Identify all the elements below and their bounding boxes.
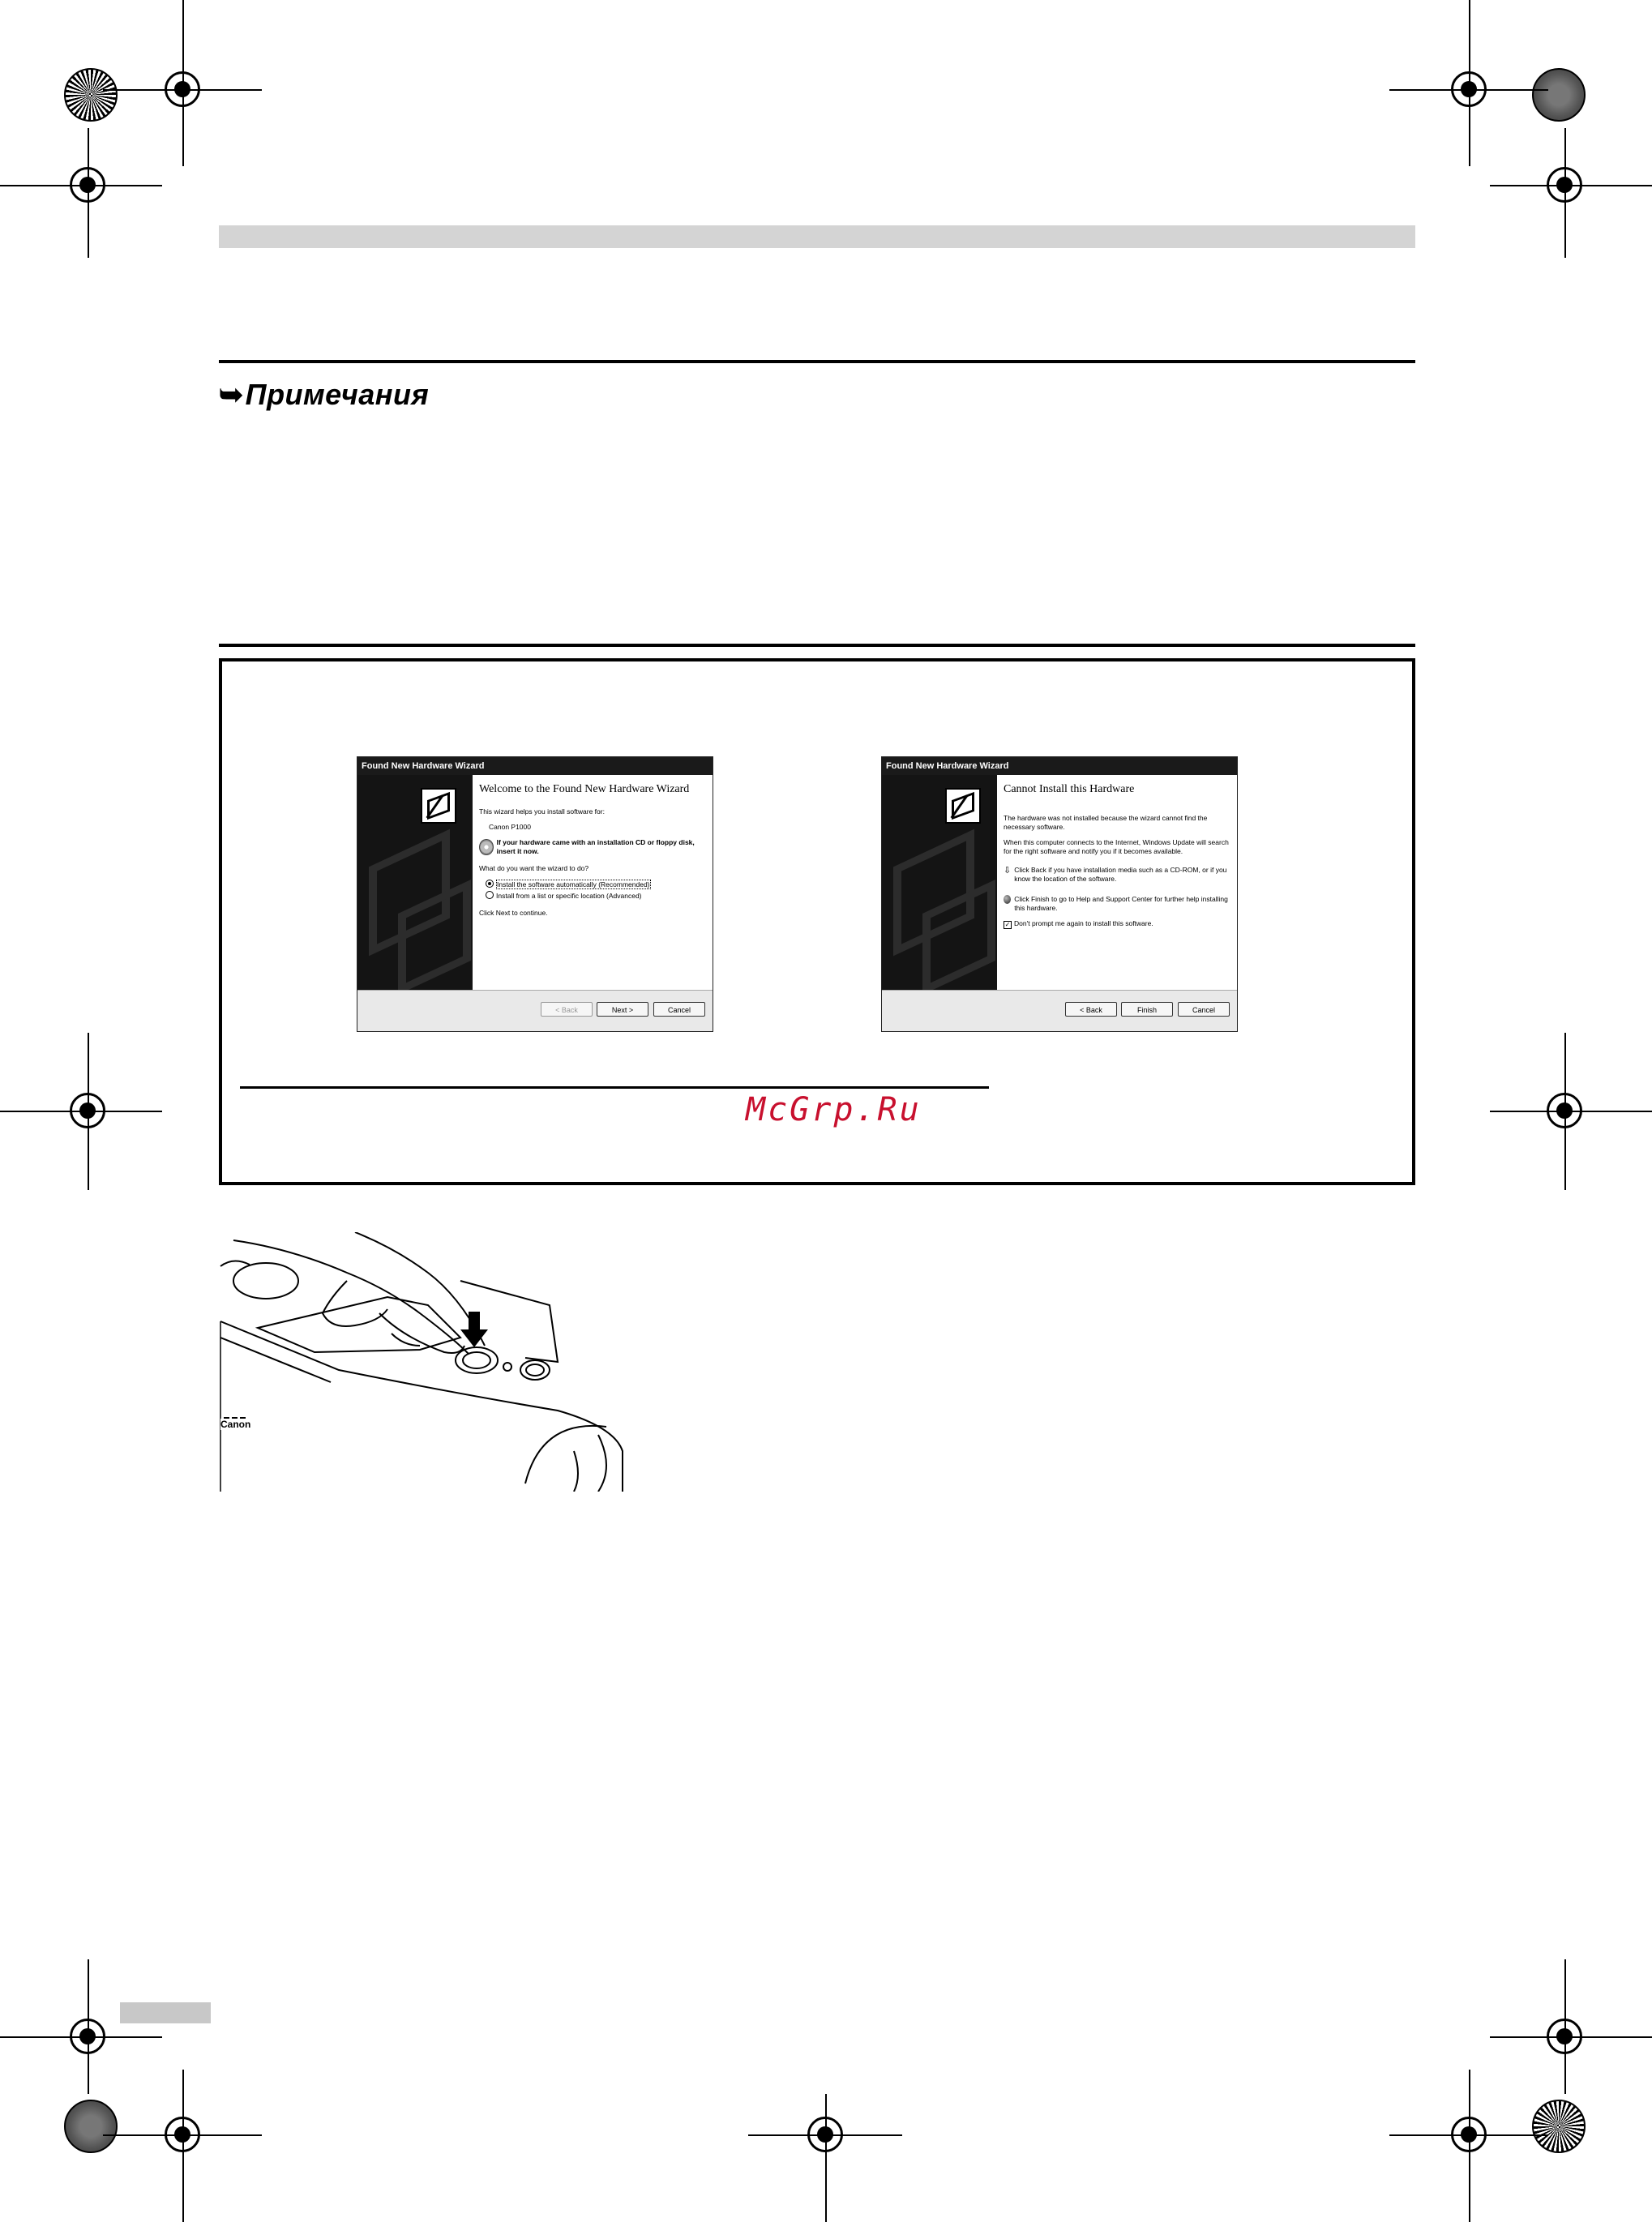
dont-prompt-checkbox[interactable]: ✓ — [1004, 921, 1011, 928]
back-button[interactable]: < Back — [541, 1002, 593, 1017]
registration-star-bottom-right — [1532, 2100, 1586, 2153]
note-arrow-icon: ➥ — [219, 378, 244, 411]
help-globe-icon — [1004, 895, 1011, 904]
back-hint-row — [1004, 866, 1230, 884]
continue-hint: Click Next to continue. — [479, 909, 548, 917]
finish-hint-row — [1004, 895, 1230, 913]
hardware-wizard-icon — [421, 788, 456, 824]
header-band — [219, 225, 1415, 248]
dialog-body — [1004, 775, 1230, 991]
update-info-text: When this computer connects to the Internet, Windows Update will search for the right software and notify you if it becomes available. — [1004, 838, 1229, 855]
back-hint-text: Click Back if you have installation media such as a CD-ROM, or if you know the location of the software. — [1014, 866, 1227, 883]
radio-auto[interactable] — [486, 880, 494, 888]
notes-heading — [219, 378, 429, 412]
next-button[interactable]: Next > — [597, 1002, 648, 1017]
dialog-titlebar: Found New Hardware Wizard — [882, 757, 1237, 775]
dialog-heading: Cannot Install this Hardware — [1004, 783, 1135, 795]
notes-title: Примечания — [245, 378, 430, 411]
wizard-side-panel — [882, 775, 997, 991]
registration-disc-top-right — [1532, 68, 1586, 122]
printer-power-button-illustration — [217, 1232, 639, 1492]
option-auto[interactable] — [479, 880, 706, 889]
back-button[interactable]: < Back — [1065, 1002, 1117, 1017]
wizard-cannot-install-dialog — [881, 756, 1238, 1032]
finish-hint-text: Click Finish to go to Help and Support Center for further help installing this hardware. — [1014, 895, 1228, 912]
section-divider — [219, 644, 1415, 647]
cancel-button[interactable]: Cancel — [1178, 1002, 1230, 1017]
cd-prompt-row — [479, 838, 706, 856]
watermark-text: McGrp.Ru — [746, 1091, 922, 1128]
frame-inner-rule — [240, 1086, 989, 1089]
dialog-footer — [882, 990, 1237, 1031]
top-divider — [219, 360, 1415, 363]
wizard-side-panel — [357, 775, 473, 991]
dont-prompt-label: Don't prompt me again to install this software. — [1014, 919, 1153, 927]
printer-brand-label: Canon — [220, 1419, 251, 1430]
back-arrow-icon: ⇩ — [1004, 866, 1012, 876]
device-name: Canon P1000 — [489, 823, 531, 831]
dialog-titlebar: Found New Hardware Wizard — [357, 757, 713, 775]
dialog-body — [479, 775, 706, 991]
radio-manual[interactable] — [486, 891, 494, 899]
intro-text: This wizard helps you install software for: — [479, 807, 605, 816]
cd-prompt-text: If your hardware came with an installation CD or floppy disk, insert it now. — [496, 838, 695, 855]
dialog-heading: Welcome to the Found New Hardware Wizard — [479, 783, 690, 795]
registration-star-top-left — [64, 68, 118, 122]
option-auto-label: Install the software automatically (Recommended) — [497, 880, 650, 888]
question-text: What do you want the wizard to do? — [479, 864, 589, 872]
dont-prompt-option[interactable] — [1004, 919, 1230, 929]
cd-icon — [479, 839, 494, 855]
finish-button[interactable]: Finish — [1121, 1002, 1173, 1017]
option-manual-label: Install from a list or specific location (Advanced) — [496, 892, 642, 900]
dialog-footer — [357, 990, 713, 1031]
hardware-wizard-icon — [945, 788, 981, 824]
cancel-button[interactable]: Cancel — [653, 1002, 705, 1017]
registration-disc-bottom-left — [64, 2100, 118, 2153]
page-number-tab — [120, 2002, 211, 2023]
reason-text: The hardware was not installed because the wizard cannot find the necessary software. — [1004, 814, 1208, 831]
option-manual[interactable] — [479, 891, 706, 901]
wizard-welcome-dialog — [357, 756, 713, 1032]
